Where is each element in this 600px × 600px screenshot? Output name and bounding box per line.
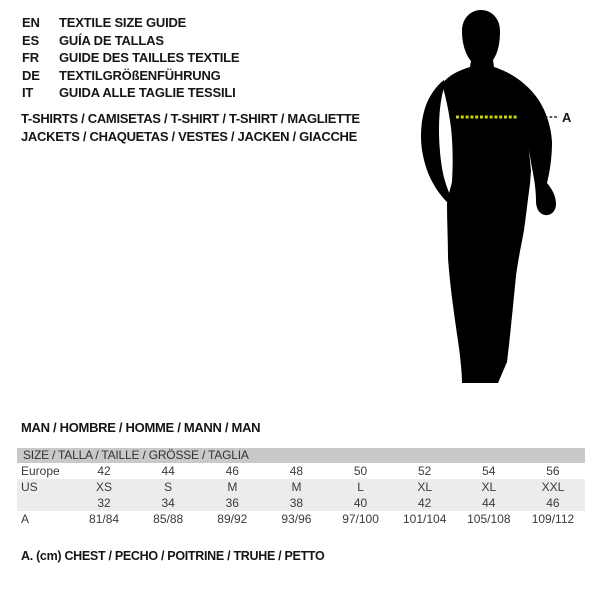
lang-row-fr xyxy=(22,49,239,67)
lang-title: TEXTILGRÖßENFÜHRUNG xyxy=(59,67,221,83)
lang-code: IT xyxy=(22,85,34,101)
row-label: Europe xyxy=(21,464,60,478)
lang-code: ES xyxy=(22,32,39,48)
table-cell: XL xyxy=(417,480,433,494)
table-cell: 46 xyxy=(546,496,560,510)
table-cell: 109/112 xyxy=(531,512,575,526)
table-cell: 46 xyxy=(225,464,239,478)
table-cell: 32 xyxy=(97,496,111,510)
table-cell: 48 xyxy=(289,464,304,478)
table-cell: 105/108 xyxy=(467,512,511,526)
table-cell: 54 xyxy=(482,464,496,478)
table-cell: M xyxy=(291,480,302,494)
table-cell: XL xyxy=(481,480,497,494)
row-label: US xyxy=(21,480,38,494)
table-row-us-numeric xyxy=(17,495,585,511)
measure-label-a: A xyxy=(562,110,572,125)
lang-row-it xyxy=(22,84,239,102)
table-cell: S xyxy=(164,480,173,494)
table-cell: 97/100 xyxy=(342,512,379,526)
table-cell: 38 xyxy=(289,496,304,510)
table-cell: 42 xyxy=(418,496,432,510)
table-cell: 36 xyxy=(225,496,239,510)
table-cell: 81/84 xyxy=(89,512,120,526)
lang-title: GUIDE DES TAILLES TEXTILE xyxy=(59,50,240,66)
row-label: A xyxy=(21,512,30,526)
lang-row-es xyxy=(22,32,239,50)
lang-row-en xyxy=(22,14,239,32)
language-list xyxy=(22,14,239,102)
lang-title: GUIDA ALLE TAGLIE TESSILI xyxy=(59,85,236,101)
table-row-chest-cm xyxy=(17,511,585,527)
size-table xyxy=(17,448,585,527)
table-cell: XXL xyxy=(541,480,565,494)
table-cell: 56 xyxy=(546,464,560,478)
table-cell: 85/88 xyxy=(153,512,184,526)
table-cell: 44 xyxy=(482,496,496,510)
category-headings xyxy=(21,110,360,146)
footnote-chest-legend: A. (cm) CHEST / PECHO / POITRINE / TRUHE / PETTO xyxy=(21,549,325,563)
table-cell: 89/92 xyxy=(217,512,248,526)
table-cell: 34 xyxy=(161,496,175,510)
table-cell: 42 xyxy=(97,464,111,478)
size-table-header: SIZE / TALLA / TAILLE / GRÖSSE / TAGLIA xyxy=(17,448,585,463)
man-silhouette-figure xyxy=(400,0,580,400)
lang-title: TEXTILE SIZE GUIDE xyxy=(59,15,187,31)
table-cell: 101/104 xyxy=(402,512,447,526)
table-cell: 52 xyxy=(418,464,432,478)
table-cell: XS xyxy=(96,480,113,494)
category-line-tshirts: T-SHIRTS / CAMISETAS / T-SHIRT / T-SHIRT / MAGLIETTE xyxy=(21,111,360,126)
table-row-us xyxy=(17,479,585,495)
lang-code: EN xyxy=(22,15,40,31)
table-cell: 93/96 xyxy=(281,512,312,526)
table-row-europe xyxy=(17,463,585,479)
table-cell: M xyxy=(227,480,238,494)
table-cell: 40 xyxy=(353,496,368,510)
table-cell: 50 xyxy=(353,464,368,478)
lang-row-de xyxy=(22,67,239,85)
lang-code: DE xyxy=(22,67,40,83)
lang-code: FR xyxy=(22,50,39,66)
lang-title: GUÍA DE TALLAS xyxy=(59,32,164,48)
section-title-man: MAN / HOMBRE / HOMME / MANN / MAN xyxy=(21,420,261,435)
silhouette-body xyxy=(442,10,531,383)
category-line-jackets: JACKETS / CHAQUETAS / VESTES / JACKEN / GIACCHE xyxy=(21,129,357,144)
table-cell: 44 xyxy=(161,464,175,478)
table-cell: L xyxy=(357,480,364,494)
